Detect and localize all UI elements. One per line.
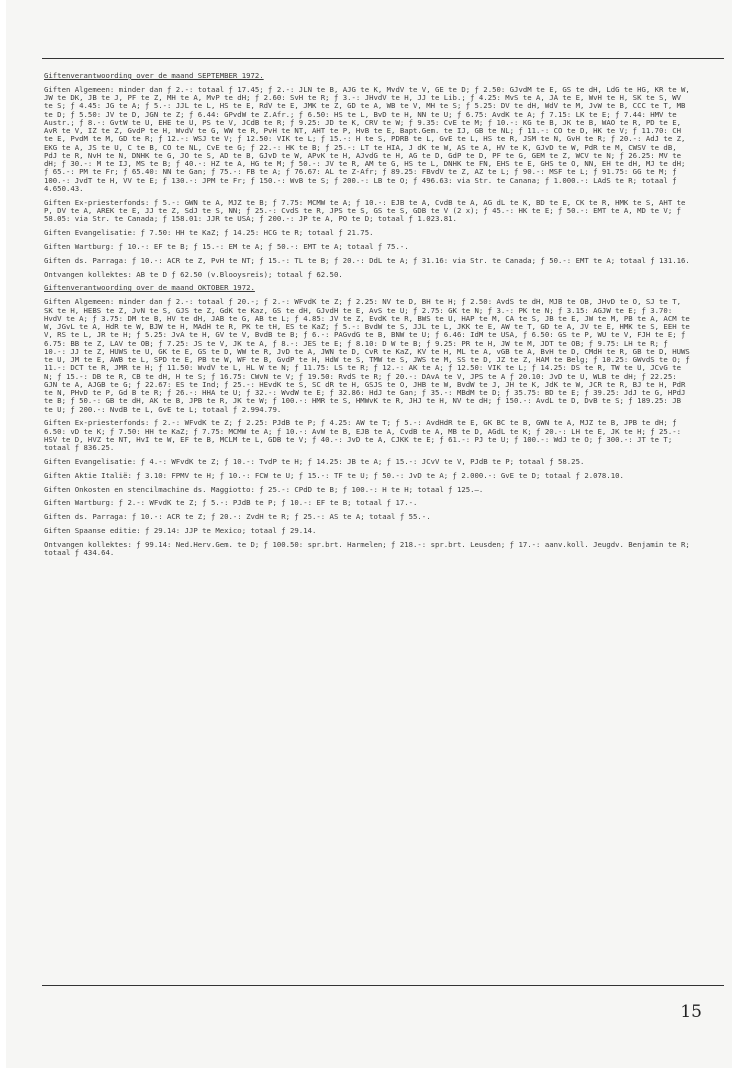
bottom-rule: [42, 985, 724, 986]
paragraph-wartburg-oct: Giften Wartburg: ƒ 2.-: WFvdK te Z; ƒ 5.-: PJdB te P; ƒ 10.-: EF te B; totaal ƒ 17.-.: [44, 498, 418, 508]
paragraph-parraga-sep: Giften ds. Parraga: ƒ 10.-: ACR te Z, PvH te NT; ƒ 15.-: TL te B; ƒ 20.-: DdL te A; ƒ 31.16: via Str. te Canada; ƒ 50.-: EMT te A; totaal ƒ 131.16.: [44, 255, 690, 265]
paragraph-onkosten-stencilmachine-oct: Giften Onkosten en stencilmachine ds. Maggiotto: ƒ 25.-: CPdD te B; ƒ 100.-: H te H; totaal ƒ 125.—.: [44, 484, 484, 494]
paragraph-giften-algemeen-oct: Giften Algemeen: minder dan ƒ 2.-: totaal ƒ 20.-; ƒ 2.-: WFvdK te Z; ƒ 2.25: NV te D, BH te H; ƒ 2.50: AvdS te dH, MJB te OB, JHvD te O, SJ te T, SK te H, HEBS te Z, JvN te S, GJS te Z, GdK te Kaz, GS te dH, GJvdH te E, AvS te U; ƒ 2.75: GK te N; ƒ 3.-: PK te N; ƒ 3.15: AGJW te E; ƒ 3.70: HvdV te A; ƒ 3.75: DM te B, HV te dH, JAB te G, AB te L; ƒ 4.85: JV te Z, EvdK te R, BWS te U, HAP te M, CA te S, JB te E, JW te M, PB te A, ACM te W, JGvL te A, HdR te W, BJW te H, MAdH te R, PK te tH, ES te KaZ; ƒ 5.-: BvdW te S, JJL te L, JKK te E, AW te T, GD te A, JV te E, HMK te S, EEH te V, RS te L, JR te H; ƒ 5.25: JvA te H, GV te V, BvdB te B; ƒ 6.-: PAGvdG te B, BNW te U; ƒ 6.46: IdM te USA, ƒ 6.50: GS te P, WU te V, FJH te E; ƒ 6.75: BB te Z, LAV te OB; ƒ 7.25: JS te V, JK te A, ƒ 8.-: JES te E; ƒ 8.10: D W te B; ƒ 9.25: PR te H, JW te M, JDT te OB; ƒ 9.75: LH te R; ƒ 10.-: JJ te Z, HUWS te U, GK te E, GS te D, WW te R, JvD te A, JWN te D, CvR te KaZ, KV te H, ML te A, vGB te A, BvH te D, CMdH te R, GB te D, HUWS te U, JM te E, AWB te L, SPD te E, PB te W, WF te B, GvdP te H, HdW te S, TMW te S, JWS te M, SS te D, JZ te Z, HAM te Belg; ƒ 10.25: GWvdS te O; ƒ 11.-: DCT te R, JMR te H; ƒ 11.50: WvdV te L, HL W te N; ƒ 11.75: LS te R; ƒ 12.-: AK te A; ƒ 12.50: VIK te L; ƒ 14.25: DS te R, TW te U, JCvG te N; ƒ 15.-: DB te R, CB te dH, H te S; ƒ 16.75: CWvN te V; ƒ 19.50: RvdS te R; ƒ 20.-: DAvA te V, JPS te A ƒ 20.10: JvD te U, WLB te dH; ƒ 22.25: GJN te A, AJGB te G; ƒ 22.67: ES te Ind; ƒ 25.-: HEvdK te S, SC dR te H, GSJS te O, JHB te W, BvdW te J, JH te K, JdK te W, JCR te R, BJ te H, PdR te N, PHvD te P, Gd B te R; ƒ 26.-: HHA te U; ƒ 32.-: WvdW te E; ƒ 32.86: HdJ te Gan; ƒ 35.-: MBdM te D; ƒ 35.75: BD te E; ƒ 39.25: JdJ te G, HPdJ te B; ƒ 50.-: GB te dH, AK te B, JPB te R, JK te W; ƒ 100.-: HMR te S, HMWvK te R, JHJ te H, NV te dH; ƒ 150.-: AvdL te D, DvB te S; ƒ 189.25: JB te U; ƒ 200.-: NvdB te L, GvE te L; totaal ƒ 2.994.79.: [44, 297, 695, 414]
paragraph-evangelisatie-oct: Giften Evangelisatie: ƒ 4.-: WFvdK te Z; ƒ 10.-: TvdP te H; ƒ 14.25: JB te A; ƒ 15.-: JCvV te V, PJdB te P; totaal ƒ 58.25.: [44, 456, 585, 466]
page: [6, 0, 732, 1068]
paragraph-parraga-oct: Giften ds. Parraga: ƒ 10.-: ACR te Z; ƒ 20.-: ZvdH te R; ƒ 25.-: AS te A; totaal ƒ 55.-.: [44, 512, 431, 522]
top-rule: [42, 58, 724, 59]
paragraph-spaanse-editie-oct: Giften Spaanse editie: ƒ 29.14: JJP te Mexico; totaal ƒ 29.14.: [44, 526, 317, 536]
paragraph-evangelisatie-sep: Giften Evangelisatie: ƒ 7.50: HH te KaZ; ƒ 14.25: HCG te R; totaal ƒ 21.75.: [44, 228, 374, 238]
section-heading-oktober: Giftenverantwoording over de maand OKTOBER 1972.: [44, 283, 255, 293]
paragraph-ex-priesterfonds-sep: Giften Ex-priesterfonds: ƒ 5.-: GWN te A, MJZ te B; ƒ 7.75: MCMW te A; ƒ 10.-: EJB te A, CvdB te A, AG dL te K, BD te E, CK te R, HMK te S, AHT te P, DV te A, AREK te E, JJ te Z, SdJ te S, NN; ƒ 25.-: CvdS te R, JPS te S, GS te S, GDB te V (2 x); ƒ 45.-: HK te E; ƒ 50.-: EMT te A, MD te V; ƒ 58.05: via Str. te Canada; ƒ 158.01: JJR te USA; ƒ 200.-: JP te A, PO te D; totaal ƒ 1.023.81.: [44, 197, 690, 224]
section-heading-september: Giftenverantwoording over de maand SEPTEMBER 1972.: [44, 71, 264, 80]
paragraph-wartburg-sep: Giften Wartburg: ƒ 10.-: EF te B; ƒ 15.-: EM te A; ƒ 50.-: EMT te A; totaal ƒ 75.-.: [44, 241, 409, 251]
paragraph-giften-algemeen-sep: Giften Algemeen: minder dan ƒ 2.-: totaal ƒ 17.45; ƒ 2.-: JLN te B, AJG te K, MvdV te V, GE te D; ƒ 2.50: GJvdM te E, GS te dH, LdG te HG, KR te W, JW te DK, JB te J, PF te Z, MH te A, MvP te dH; ƒ 2.60: SvH te R; ƒ 3.-: JHvdV te H, JJ te Lib.; ƒ 4.25: MvS te A, JA te E, WvH te H, SK te S, WV te S; ƒ 4.45: JG te A; ƒ 5.-: JJL te L, HS te E, RdV te E, JMK te Z, GD te A, WB te V, MH te S; ƒ 5.25: DV te dH, WdV te M, JvW te B, CCC te T, MB te D; ƒ 5.50: JV te D, JGN te Z; ƒ 6.44: GPvdW te Z.Afr.; ƒ 6.50: HS te L, BvD te H, NN te U; ƒ 6.75: AvdK te A; ƒ 7.15: LK te E; ƒ 7.44: HMV te Austr.; ƒ 8.-: GvtW te U, EHE te U, PS te V, JCdB te R; ƒ 9.25: JD te K, CRV te W; ƒ 9.35: CvE te M; ƒ 10.-: KG te B, JK te B, WAO te R, PD te E, AvR te V, IZ te Z, GvdP te H, WvdV te G, WW te R, PvH te NT, AHT te P, HvB te E, Bapt.Gem. te IJ, GB te NL; ƒ 11.-: CO te D, HK te V; ƒ 11.70: CH te E, PvdM te M, GD te R; ƒ 12.-: WSJ te V; ƒ 12.50: VIK te L; ƒ 15.-: H te S, PDRB te L, GvE te L, HS te R, JSM te N, GvH te R; ƒ 20.-: AdJ te Z, EKG te A, JS te U, C te B, CO te NL, CvE te G; ƒ 22.-: HK te B; ƒ 25.-: LT te HIA, J dK te W, AS te A, HV te K, GJvD te W, PdR te M, CWSV te dB, PdJ te R, NvH te N, DNHK te G, JO te S, AD te B, GJvD te W, APvK te H, AJvdG te H, AG te D, GdP te D, PF te G, GEM te Z, WCV te N; ƒ 26.25: MV te dH; ƒ 30.-: M te IJ, MS te B; ƒ 40.-: HZ te A, HG te M; ƒ 50.-: JV te R, AM te G, HS te L, DNHK te FN, EHS te E, GHS te O, NN, EH te dH, MJ te dH; ƒ 65.-: PM te Fr; ƒ 65.40: NN te Gan; ƒ 75.-: FB te A; ƒ 76.67: AL te Z-Afr; ƒ 89.25: FBvdV te Z, AZ te L; ƒ 90.-: MSF te L; ƒ 91.75: GG te M; ƒ 100.-: JvdT te H, VV te E; ƒ 130.-: JPM te Fr; ƒ 150.-: WvB te S; ƒ 200.-: LB te O; ƒ 496.63: via Str. te Canana; ƒ 1.000.-: LAdS te R; totaal ƒ 4.650.43.: [44, 84, 695, 193]
paragraph-aktie-italie-oct: Giften Aktie Italië: ƒ 3.10: FPMV te H; ƒ 10.-: FCW te U; ƒ 15.-: TF te U; ƒ 50.-: JvD te A; ƒ 2.000.-: GvE te D; totaal ƒ 2.078.10.: [44, 470, 624, 480]
paragraph-ex-priesterfonds-oct: Giften Ex-priesterfonds: ƒ 2.-: WFvdK te Z; ƒ 2.25: PJdB te P; ƒ 4.25: AW te T; ƒ 5.-: AvdHdR te E, GK BC te B, GWN te A, MJZ te B, JPB te dH; ƒ 6.50: vD te K; ƒ 7.50: HH te KaZ; ƒ 7.75: MCMW te A; ƒ 10.-: AvW te B, EJB te A, CvdB te A, MB te D, AGdL te K; ƒ 20.-: LH te E, JK te H; ƒ 25.-: HSV te D, HVZ te NT, HvI te W, EF te B, MCLM te L, GDB te V; ƒ 40.-: JvD te A, CJKK te E; ƒ 61.-: PJ te U; ƒ 100.-: WdJ te O; ƒ 300.-: JT te T; totaal ƒ 836.25.: [44, 418, 686, 453]
paragraph-kollektes-sep: Ontvangen kollektes: AB te D ƒ 62.50 (v.Blooysreis); totaal ƒ 62.50.: [44, 269, 343, 279]
paragraph-kollektes-oct: Ontvangen kollektes: ƒ 99.14: Ned.Herv.Gem. te D; ƒ 100.50: spr.brt. Harmelen; ƒ 218.-: spr.brt. Leusden; ƒ 17.-: aanv.koll. Jeugdv. Benjamin te R; totaal ƒ 434.64.: [44, 540, 695, 558]
page-number: 15: [680, 1002, 702, 1022]
page-content: [44, 71, 695, 563]
